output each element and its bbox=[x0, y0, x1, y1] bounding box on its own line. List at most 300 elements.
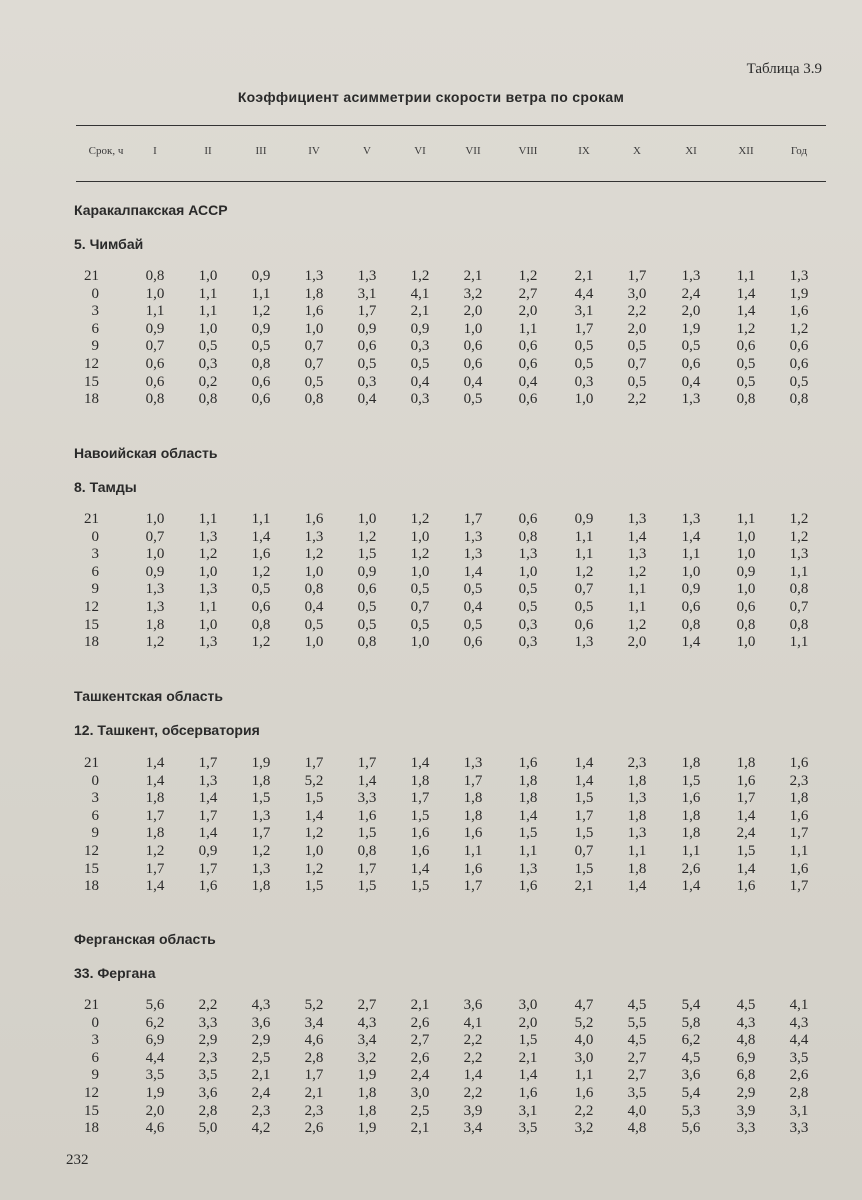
table-cell: 1,5 bbox=[304, 790, 324, 807]
table-row bbox=[74, 511, 824, 529]
table-cell: 1,7 bbox=[251, 825, 271, 842]
table-cell: 0,6 bbox=[357, 581, 377, 598]
table-cell: 1,2 bbox=[518, 268, 538, 284]
table-cell: 1,8 bbox=[251, 878, 271, 895]
column-header: I bbox=[153, 145, 157, 157]
table-cell: 1,3 bbox=[198, 581, 218, 598]
table-row bbox=[74, 755, 824, 773]
table-cell: 1,6 bbox=[251, 546, 271, 563]
table-cell: 1,5 bbox=[357, 878, 377, 895]
table-cell: 1,7 bbox=[789, 825, 809, 842]
table-cell: 1,4 bbox=[145, 755, 165, 771]
table-cell: 1,0 bbox=[145, 511, 165, 527]
table-cell: 0,5 bbox=[198, 338, 218, 355]
table-row bbox=[74, 546, 824, 564]
table-cell: 1,1 bbox=[518, 320, 538, 337]
table-cell: 2,1 bbox=[574, 268, 594, 284]
table-cell: 4,5 bbox=[627, 997, 647, 1013]
table-cell: 1,3 bbox=[463, 755, 483, 771]
table-cell: 0,5 bbox=[410, 355, 430, 372]
table-cell: 1,2 bbox=[198, 546, 218, 563]
table-cell: 0,9 bbox=[574, 511, 594, 527]
table-cell: 1,2 bbox=[251, 563, 271, 580]
table-cell: 0,5 bbox=[410, 581, 430, 598]
table-cell: 2,2 bbox=[463, 1084, 483, 1101]
table-cell: 0,3 bbox=[518, 634, 538, 651]
table-cell: 0,5 bbox=[463, 616, 483, 633]
table-cell: 1,1 bbox=[518, 842, 538, 859]
table-cell: 1,1 bbox=[681, 546, 701, 563]
table-cell: 1,0 bbox=[198, 320, 218, 337]
table-cell: 0,6 bbox=[681, 598, 701, 615]
term-hour-cell: 18 bbox=[84, 1120, 99, 1137]
table-cell: 1,2 bbox=[304, 825, 324, 842]
region-heading: Каракалпакская АССР bbox=[74, 202, 228, 218]
table-cell: 0,2 bbox=[198, 373, 218, 390]
table-cell: 2,6 bbox=[410, 1049, 430, 1066]
table-cell: 3,2 bbox=[574, 1120, 594, 1137]
table-cell: 1,8 bbox=[357, 1084, 377, 1101]
term-hour-cell: 3 bbox=[91, 790, 99, 807]
table-cell: 1,0 bbox=[736, 634, 756, 651]
table-cell: 1,7 bbox=[627, 268, 647, 284]
table-cell: 0,7 bbox=[410, 598, 430, 615]
table-cell: 0,9 bbox=[736, 563, 756, 580]
table-cell: 0,5 bbox=[518, 581, 538, 598]
table-cell: 1,4 bbox=[736, 303, 756, 320]
table-cell: 2,6 bbox=[681, 860, 701, 877]
table-row bbox=[74, 634, 824, 652]
table-cell: 1,6 bbox=[789, 755, 809, 771]
table-cell: 1,4 bbox=[198, 790, 218, 807]
table-cell: 0,5 bbox=[251, 338, 271, 355]
table-row bbox=[74, 1067, 824, 1085]
table-cell: 4,4 bbox=[574, 285, 594, 302]
table-cell: 1,0 bbox=[304, 320, 324, 337]
table-cell: 2,7 bbox=[357, 997, 377, 1013]
table-cell: 1,7 bbox=[357, 755, 377, 771]
table-cell: 1,5 bbox=[681, 772, 701, 789]
table-cell: 1,8 bbox=[627, 860, 647, 877]
table-cell: 2,0 bbox=[518, 1014, 538, 1031]
station-data-table bbox=[74, 997, 824, 1138]
table-cell: 1,1 bbox=[681, 842, 701, 859]
table-cell: 0,5 bbox=[574, 598, 594, 615]
table-cell: 3,4 bbox=[304, 1014, 324, 1031]
column-header: III bbox=[255, 145, 267, 157]
table-cell: 2,0 bbox=[518, 303, 538, 320]
table-cell: 1,6 bbox=[789, 303, 809, 320]
table-cell: 1,3 bbox=[627, 546, 647, 563]
term-hour-cell: 9 bbox=[91, 1067, 99, 1084]
table-cell: 1,3 bbox=[198, 528, 218, 545]
table-cell: 1,8 bbox=[789, 790, 809, 807]
table-cell: 0,8 bbox=[357, 842, 377, 859]
table-cell: 2,1 bbox=[410, 997, 430, 1013]
table-row bbox=[74, 1120, 824, 1138]
table-cell: 1,0 bbox=[736, 581, 756, 598]
term-hour-cell: 15 bbox=[84, 373, 99, 390]
table-cell: 0,5 bbox=[357, 616, 377, 633]
table-cell: 0,6 bbox=[145, 355, 165, 372]
table-cell: 1,5 bbox=[574, 790, 594, 807]
table-cell: 1,4 bbox=[627, 878, 647, 895]
header-top-rule bbox=[76, 125, 826, 126]
term-hour-cell: 18 bbox=[84, 878, 99, 895]
table-cell: 3,1 bbox=[574, 303, 594, 320]
table-cell: 0,4 bbox=[518, 373, 538, 390]
table-cell: 4,5 bbox=[627, 1032, 647, 1049]
table-row bbox=[74, 374, 824, 392]
station-data-table bbox=[74, 755, 824, 896]
table-cell: 4,4 bbox=[145, 1049, 165, 1066]
table-cell: 1,0 bbox=[145, 546, 165, 563]
table-cell: 1,1 bbox=[736, 511, 756, 527]
table-cell: 1,3 bbox=[789, 268, 809, 284]
table-cell: 0,5 bbox=[627, 338, 647, 355]
table-cell: 1,8 bbox=[145, 790, 165, 807]
table-cell: 1,2 bbox=[251, 303, 271, 320]
station-data-table bbox=[74, 511, 824, 652]
table-cell: 3,6 bbox=[251, 1014, 271, 1031]
table-cell: 1,4 bbox=[410, 755, 430, 771]
table-cell: 3,9 bbox=[736, 1102, 756, 1119]
table-cell: 0,4 bbox=[357, 391, 377, 408]
term-hour-cell: 15 bbox=[84, 860, 99, 877]
table-cell: 1,2 bbox=[789, 511, 809, 527]
station-heading: 8. Тамды bbox=[74, 479, 137, 495]
table-cell: 4,1 bbox=[789, 997, 809, 1013]
table-row bbox=[74, 617, 824, 635]
table-cell: 4,0 bbox=[627, 1102, 647, 1119]
table-cell: 1,1 bbox=[574, 528, 594, 545]
table-cell: 1,4 bbox=[198, 825, 218, 842]
table-cell: 1,5 bbox=[574, 825, 594, 842]
table-cell: 0,6 bbox=[681, 355, 701, 372]
table-cell: 1,7 bbox=[789, 878, 809, 895]
table-cell: 1,4 bbox=[410, 860, 430, 877]
table-cell: 2,2 bbox=[627, 391, 647, 408]
table-cell: 1,1 bbox=[789, 563, 809, 580]
table-cell: 1,3 bbox=[681, 268, 701, 284]
table-cell: 1,7 bbox=[357, 303, 377, 320]
table-cell: 2,1 bbox=[518, 1049, 538, 1066]
table-cell: 0,6 bbox=[518, 391, 538, 408]
table-cell: 1,6 bbox=[518, 755, 538, 771]
table-cell: 0,6 bbox=[145, 373, 165, 390]
table-cell: 1,1 bbox=[198, 598, 218, 615]
table-cell: 2,3 bbox=[198, 1049, 218, 1066]
table-cell: 2,1 bbox=[410, 1120, 430, 1137]
table-cell: 5,2 bbox=[304, 997, 324, 1013]
table-cell: 1,1 bbox=[198, 511, 218, 527]
table-cell: 3,0 bbox=[410, 1084, 430, 1101]
table-cell: 2,3 bbox=[789, 772, 809, 789]
table-cell: 3,5 bbox=[198, 1067, 218, 1084]
table-row bbox=[74, 564, 824, 582]
column-header-term: Срок, ч bbox=[88, 145, 124, 157]
table-cell: 0,8 bbox=[789, 391, 809, 408]
table-cell: 1,0 bbox=[304, 634, 324, 651]
table-cell: 3,5 bbox=[789, 1049, 809, 1066]
term-hour-cell: 9 bbox=[91, 581, 99, 598]
table-cell: 2,3 bbox=[251, 1102, 271, 1119]
table-cell: 2,9 bbox=[736, 1084, 756, 1101]
table-cell: 2,7 bbox=[410, 1032, 430, 1049]
table-cell: 1,4 bbox=[736, 285, 756, 302]
table-row bbox=[74, 599, 824, 617]
table-cell: 1,8 bbox=[627, 807, 647, 824]
table-cell: 1,4 bbox=[463, 1067, 483, 1084]
table-cell: 1,6 bbox=[357, 807, 377, 824]
table-cell: 1,3 bbox=[251, 860, 271, 877]
table-cell: 3,1 bbox=[789, 1102, 809, 1119]
table-cell: 0,8 bbox=[304, 391, 324, 408]
table-row bbox=[74, 529, 824, 547]
table-cell: 1,8 bbox=[357, 1102, 377, 1119]
table-cell: 1,4 bbox=[357, 772, 377, 789]
column-header: VII bbox=[465, 145, 481, 157]
table-cell: 3,3 bbox=[736, 1120, 756, 1137]
table-cell: 1,0 bbox=[198, 268, 218, 284]
table-cell: 3,0 bbox=[574, 1049, 594, 1066]
term-hour-cell: 15 bbox=[84, 1102, 99, 1119]
table-cell: 2,2 bbox=[463, 1032, 483, 1049]
table-cell: 1,0 bbox=[463, 320, 483, 337]
table-cell: 0,6 bbox=[574, 616, 594, 633]
term-hour-cell: 9 bbox=[91, 338, 99, 355]
table-row bbox=[74, 1050, 824, 1068]
table-cell: 1,0 bbox=[198, 563, 218, 580]
table-cell: 0,8 bbox=[198, 391, 218, 408]
table-cell: 1,3 bbox=[627, 825, 647, 842]
table-cell: 1,2 bbox=[410, 268, 430, 284]
table-cell: 2,3 bbox=[304, 1102, 324, 1119]
table-cell: 1,3 bbox=[251, 807, 271, 824]
table-cell: 2,2 bbox=[463, 1049, 483, 1066]
table-cell: 0,4 bbox=[463, 373, 483, 390]
table-cell: 3,6 bbox=[463, 997, 483, 1013]
table-cell: 1,4 bbox=[463, 563, 483, 580]
term-hour-cell: 0 bbox=[91, 285, 99, 302]
table-cell: 1,5 bbox=[251, 790, 271, 807]
table-cell: 0,6 bbox=[251, 373, 271, 390]
table-cell: 1,8 bbox=[518, 772, 538, 789]
table-cell: 0,8 bbox=[736, 391, 756, 408]
term-hour-cell: 6 bbox=[91, 320, 99, 337]
table-cell: 1,3 bbox=[518, 546, 538, 563]
table-cell: 0,7 bbox=[145, 338, 165, 355]
table-cell: 1,7 bbox=[463, 878, 483, 895]
table-cell: 1,8 bbox=[304, 285, 324, 302]
table-cell: 2,4 bbox=[251, 1084, 271, 1101]
table-cell: 2,4 bbox=[681, 285, 701, 302]
table-cell: 0,7 bbox=[304, 355, 324, 372]
table-cell: 3,1 bbox=[357, 285, 377, 302]
table-cell: 1,8 bbox=[681, 807, 701, 824]
table-cell: 1,2 bbox=[145, 842, 165, 859]
table-cell: 1,6 bbox=[463, 825, 483, 842]
table-cell: 1,3 bbox=[463, 546, 483, 563]
table-cell: 1,1 bbox=[789, 842, 809, 859]
table-row bbox=[74, 997, 824, 1015]
table-cell: 1,3 bbox=[304, 268, 324, 284]
table-cell: 1,2 bbox=[145, 634, 165, 651]
table-row bbox=[74, 356, 824, 374]
table-cell: 1,7 bbox=[304, 755, 324, 771]
table-cell: 0,3 bbox=[410, 338, 430, 355]
table-cell: 2,5 bbox=[410, 1102, 430, 1119]
table-cell: 0,4 bbox=[463, 598, 483, 615]
table-cell: 2,9 bbox=[251, 1032, 271, 1049]
table-cell: 1,5 bbox=[357, 825, 377, 842]
table-cell: 3,4 bbox=[357, 1032, 377, 1049]
table-cell: 1,3 bbox=[463, 528, 483, 545]
table-cell: 1,7 bbox=[357, 860, 377, 877]
table-row bbox=[74, 1032, 824, 1050]
table-cell: 1,2 bbox=[736, 320, 756, 337]
table-cell: 1,4 bbox=[574, 772, 594, 789]
table-cell: 0,8 bbox=[736, 616, 756, 633]
table-cell: 1,8 bbox=[681, 755, 701, 771]
column-header: II bbox=[204, 145, 212, 157]
table-row bbox=[74, 286, 824, 304]
table-cell: 1,6 bbox=[518, 878, 538, 895]
table-cell: 1,4 bbox=[574, 755, 594, 771]
table-cell: 1,5 bbox=[736, 842, 756, 859]
table-cell: 1,6 bbox=[198, 878, 218, 895]
table-cell: 6,2 bbox=[145, 1014, 165, 1031]
table-cell: 1,1 bbox=[627, 842, 647, 859]
table-cell: 1,6 bbox=[304, 511, 324, 527]
table-cell: 1,3 bbox=[789, 546, 809, 563]
column-header: V bbox=[363, 145, 371, 157]
table-cell: 1,4 bbox=[681, 528, 701, 545]
table-cell: 2,0 bbox=[627, 320, 647, 337]
term-hour-cell: 18 bbox=[84, 634, 99, 651]
table-cell: 2,7 bbox=[627, 1067, 647, 1084]
table-row bbox=[74, 861, 824, 879]
table-cell: 1,5 bbox=[304, 878, 324, 895]
table-cell: 0,5 bbox=[789, 373, 809, 390]
table-cell: 0,6 bbox=[789, 338, 809, 355]
table-row bbox=[74, 1103, 824, 1121]
table-row bbox=[74, 808, 824, 826]
table-row bbox=[74, 773, 824, 791]
table-cell: 5,4 bbox=[681, 997, 701, 1013]
table-cell: 0,4 bbox=[681, 373, 701, 390]
table-row bbox=[74, 1085, 824, 1103]
term-hour-cell: 12 bbox=[84, 355, 99, 372]
table-cell: 1,7 bbox=[463, 511, 483, 527]
table-cell: 1,6 bbox=[463, 860, 483, 877]
table-cell: 0,5 bbox=[357, 598, 377, 615]
table-cell: 1,7 bbox=[463, 772, 483, 789]
table-cell: 0,9 bbox=[357, 320, 377, 337]
table-cell: 1,6 bbox=[410, 825, 430, 842]
column-header: IX bbox=[578, 145, 590, 157]
table-cell: 1,3 bbox=[681, 511, 701, 527]
table-cell: 1,8 bbox=[145, 825, 165, 842]
table-cell: 2,1 bbox=[463, 268, 483, 284]
table-number: Таблица 3.9 bbox=[746, 61, 822, 77]
table-cell: 0,6 bbox=[251, 391, 271, 408]
term-hour-cell: 6 bbox=[91, 807, 99, 824]
table-cell: 1,6 bbox=[574, 1084, 594, 1101]
table-cell: 0,8 bbox=[357, 634, 377, 651]
table-cell: 0,5 bbox=[518, 598, 538, 615]
table-cell: 1,2 bbox=[627, 616, 647, 633]
table-cell: 0,6 bbox=[463, 338, 483, 355]
term-hour-cell: 21 bbox=[84, 997, 99, 1013]
table-cell: 2,1 bbox=[251, 1067, 271, 1084]
table-cell: 1,3 bbox=[304, 528, 324, 545]
table-cell: 0,5 bbox=[681, 338, 701, 355]
table-cell: 1,8 bbox=[681, 825, 701, 842]
column-header: XI bbox=[685, 145, 697, 157]
table-cell: 1,1 bbox=[627, 581, 647, 598]
table-cell: 5,5 bbox=[627, 1014, 647, 1031]
term-hour-cell: 12 bbox=[84, 842, 99, 859]
table-cell: 0,8 bbox=[789, 616, 809, 633]
table-cell: 1,7 bbox=[736, 790, 756, 807]
table-cell: 0,7 bbox=[145, 528, 165, 545]
table-cell: 0,9 bbox=[357, 563, 377, 580]
table-cell: 1,3 bbox=[357, 268, 377, 284]
table-cell: 1,4 bbox=[736, 860, 756, 877]
region-heading: Навоийская область bbox=[74, 445, 218, 461]
table-cell: 5,6 bbox=[145, 997, 165, 1013]
table-cell: 4,6 bbox=[145, 1120, 165, 1137]
table-cell: 1,2 bbox=[410, 511, 430, 527]
table-cell: 6,9 bbox=[736, 1049, 756, 1066]
table-cell: 5,3 bbox=[681, 1102, 701, 1119]
table-row bbox=[74, 843, 824, 861]
table-cell: 1,3 bbox=[627, 790, 647, 807]
table-cell: 0,9 bbox=[410, 320, 430, 337]
column-header: VIII bbox=[518, 145, 538, 157]
table-cell: 0,5 bbox=[463, 581, 483, 598]
table-cell: 4,3 bbox=[251, 997, 271, 1013]
table-cell: 4,5 bbox=[736, 997, 756, 1013]
table-cell: 4,0 bbox=[574, 1032, 594, 1049]
term-hour-cell: 18 bbox=[84, 391, 99, 408]
table-cell: 1,2 bbox=[627, 563, 647, 580]
table-title: Коэффициент асимметрии скорости ветра по срокам bbox=[237, 89, 625, 105]
region-heading: Ферганская область bbox=[74, 931, 216, 947]
station-data-table bbox=[74, 268, 824, 409]
table-cell: 1,0 bbox=[736, 546, 756, 563]
table-cell: 0,5 bbox=[304, 373, 324, 390]
table-cell: 1,2 bbox=[251, 634, 271, 651]
table-header-row bbox=[74, 145, 824, 163]
table-cell: 0,3 bbox=[198, 355, 218, 372]
table-cell: 0,6 bbox=[789, 355, 809, 372]
table-cell: 1,5 bbox=[357, 546, 377, 563]
table-cell: 1,0 bbox=[681, 563, 701, 580]
table-cell: 4,5 bbox=[681, 1049, 701, 1066]
table-cell: 1,4 bbox=[251, 528, 271, 545]
column-header: X bbox=[633, 145, 641, 157]
table-cell: 2,1 bbox=[304, 1084, 324, 1101]
table-cell: 1,1 bbox=[198, 285, 218, 302]
table-cell: 4,2 bbox=[251, 1120, 271, 1137]
table-cell: 3,5 bbox=[145, 1067, 165, 1084]
term-hour-cell: 21 bbox=[84, 511, 99, 527]
table-cell: 0,6 bbox=[463, 634, 483, 651]
table-row bbox=[74, 268, 824, 286]
table-cell: 6,2 bbox=[681, 1032, 701, 1049]
